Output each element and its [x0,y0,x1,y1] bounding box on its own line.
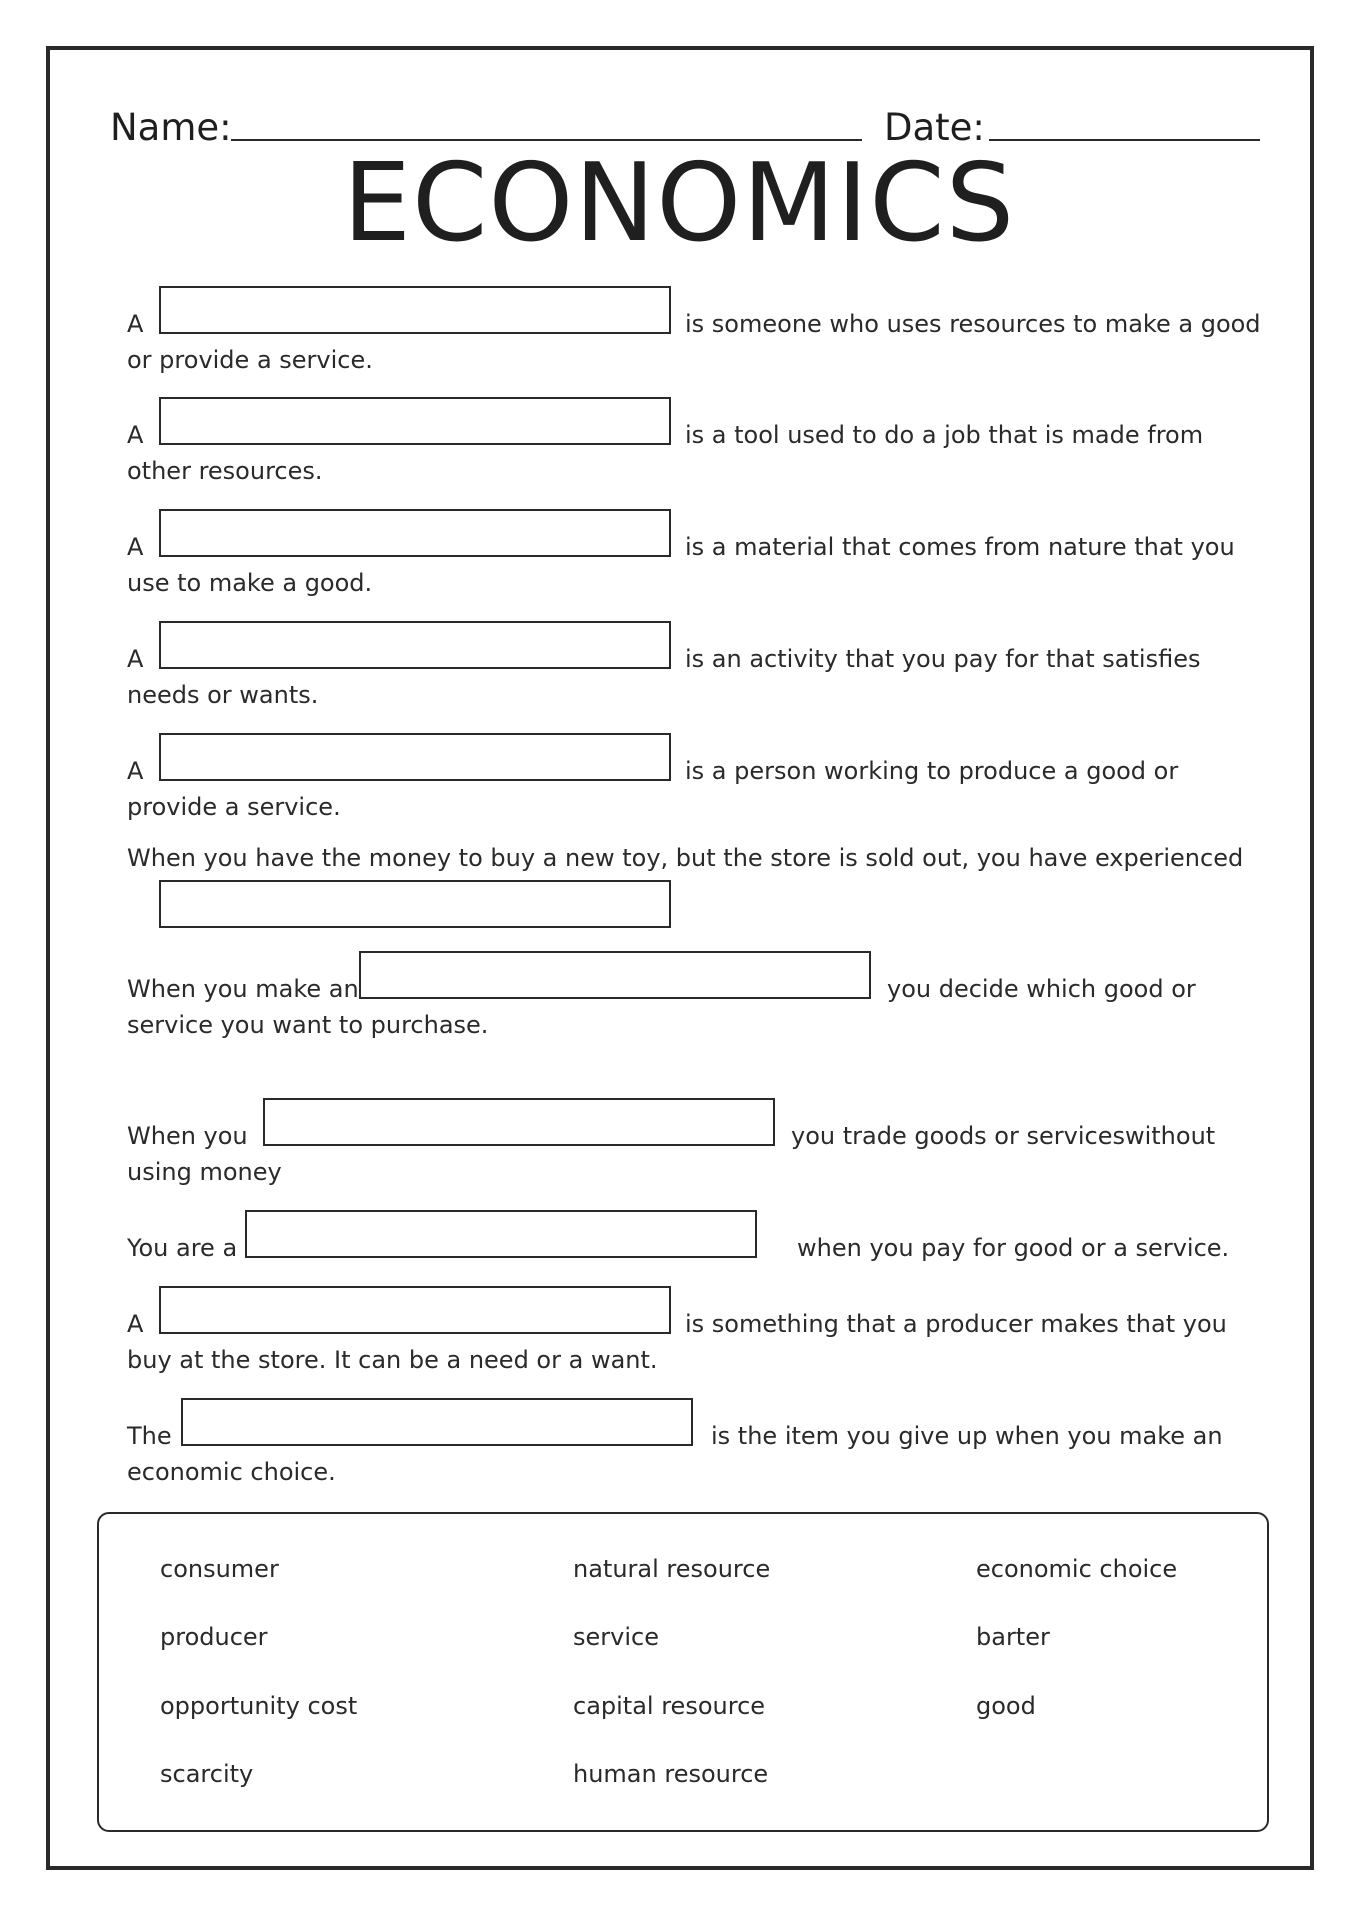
question-5-prefix: A [127,757,144,785]
question-7-prefix: When you make an [127,975,359,1003]
answer-box-5[interactable] [159,733,671,781]
question-9-prefix: You are a [127,1234,238,1262]
name-label: Name: [110,106,232,149]
question-4-continuation: needs or wants. [127,681,319,709]
question-1-text: is someone who uses resources to make a good [685,310,1261,338]
question-2-continuation: other resources. [127,457,323,485]
question-4-prefix: A [127,645,144,673]
answer-box-8[interactable] [263,1098,775,1146]
question-4-text: is an activity that you pay for that satisfies [685,645,1201,673]
question-10-prefix: A [127,1310,144,1338]
question-11-text: is the item you give up when you make an [711,1422,1223,1450]
question-11-prefix: The [127,1422,172,1450]
question-3-prefix: A [127,533,144,561]
answer-box-11[interactable] [181,1398,693,1446]
question-8-text: you trade goods or serviceswithout [791,1122,1216,1150]
date-line[interactable] [989,139,1260,141]
question-9-text: when you pay for good or a service. [797,1234,1230,1262]
word-bank-item: good [976,1692,1036,1720]
question-10-continuation: buy at the store. It can be a need or a want. [127,1346,658,1374]
word-bank-item: consumer [160,1555,279,1583]
page-title: ECONOMICS [342,141,1016,266]
word-bank-item: capital resource [573,1692,766,1720]
question-6-text: When you have the money to buy a new toy, but the store is sold out, you have experienced [127,844,1244,872]
word-bank-item: barter [976,1623,1050,1651]
answer-box-2[interactable] [159,397,671,445]
word-bank-item: opportunity cost [160,1692,358,1720]
question-5-continuation: provide a service. [127,793,341,821]
question-3-text: is a material that comes from nature that you [685,533,1235,561]
word-bank-item: service [573,1623,659,1651]
question-11-continuation: economic choice. [127,1458,336,1486]
question-7-continuation: service you want to purchase. [127,1011,489,1039]
word-bank-item: producer [160,1623,268,1651]
question-7-text: you decide which good or [887,975,1196,1003]
answer-box-1[interactable] [159,286,671,334]
question-3-continuation: use to make a good. [127,569,373,597]
word-bank-item: natural resource [573,1555,771,1583]
question-5-text: is a person working to produce a good or [685,757,1179,785]
answer-box-7[interactable] [359,951,871,999]
answer-box-4[interactable] [159,621,671,669]
answer-box-9[interactable] [245,1210,757,1258]
answer-box-10[interactable] [159,1286,671,1334]
answer-box-3[interactable] [159,509,671,557]
word-bank-item: human resource [573,1760,769,1788]
question-1-prefix: A [127,310,144,338]
question-8-continuation: using money [127,1158,282,1186]
question-2-text: is a tool used to do a job that is made from [685,421,1204,449]
question-2-prefix: A [127,421,144,449]
question-8-prefix: When you [127,1122,248,1150]
word-bank-item: scarcity [160,1760,254,1788]
question-1-continuation: or provide a service. [127,346,373,374]
date-label: Date: [884,106,985,149]
answer-box-6[interactable] [159,880,671,928]
question-10-text: is something that a producer makes that you [685,1310,1227,1338]
word-bank-item: economic choice [976,1555,1178,1583]
